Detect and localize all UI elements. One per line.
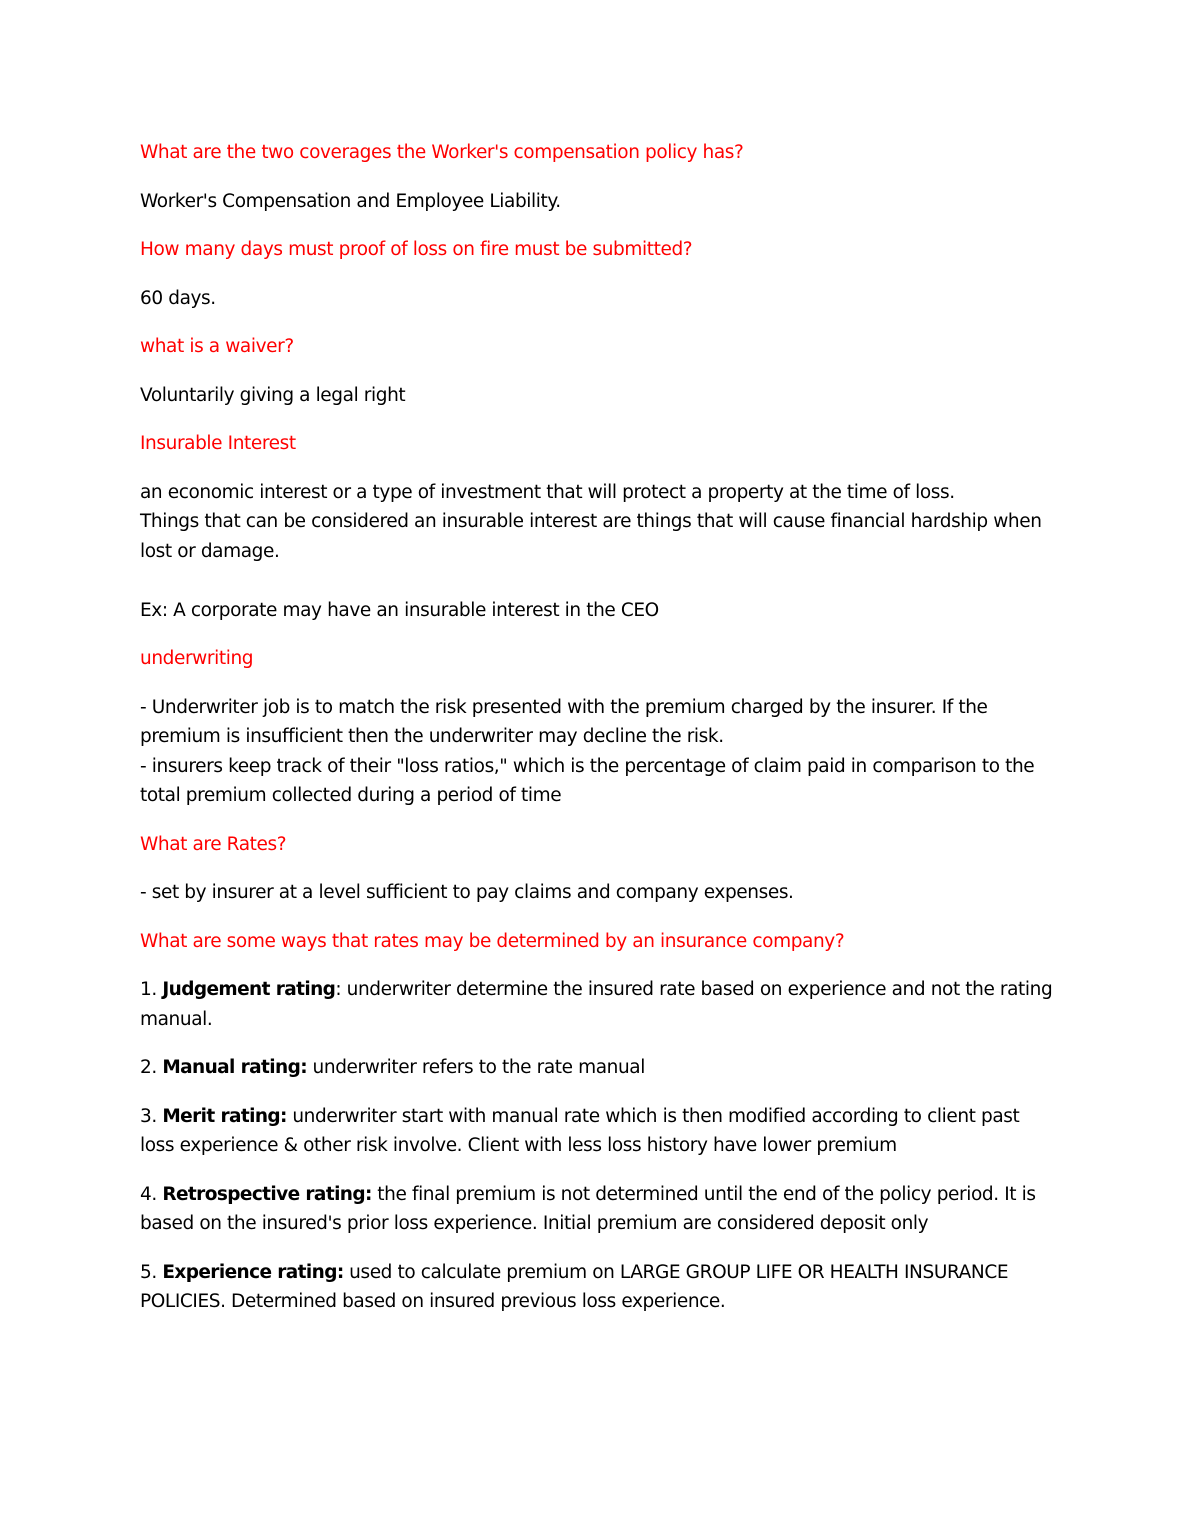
rating-number: 3. xyxy=(140,1105,157,1127)
answer-line: - Underwriter job is to match the risk presented with the premium charged by the insurer. If the premium is insufficient then the underwriter may decline the risk. xyxy=(140,696,988,747)
answer-rates: - set by insurer at a level sufficient to pay claims and company expenses. xyxy=(140,882,794,903)
answer-proof-of-loss: 60 days. xyxy=(140,287,216,309)
rating-number: 5. xyxy=(140,1261,157,1283)
question-workers-comp: What are the two coverages the Worker's compensation policy has? xyxy=(140,142,744,163)
rating-text: : underwriter determine the insured rate based on experience and not the rating manual. xyxy=(140,979,1053,1030)
rating-number: 4. xyxy=(140,1183,157,1205)
question-rates: What are Rates? xyxy=(140,833,287,855)
question-waiver: what is a waiver? xyxy=(140,336,294,357)
rating-number: 1. xyxy=(140,979,157,1000)
blank-line xyxy=(140,566,1055,596)
rating-term: Manual rating: xyxy=(162,1057,308,1078)
rating-term: Retrospective rating: xyxy=(162,1183,372,1205)
rating-item xyxy=(140,1102,1055,1161)
question-underwriting: underwriting xyxy=(140,648,254,669)
rating-term: Judgement rating xyxy=(162,979,336,1000)
rating-text: used to calculate premium on LARGE GROUP LIFE OR HEALTH INSURANCE POLICIES. Determined based on insured previous loss experience. xyxy=(140,1261,1009,1312)
question-proof-of-loss: How many days must proof of loss on fire must be submitted? xyxy=(140,239,693,260)
rating-text: underwriter refers to the rate manual xyxy=(307,1057,645,1078)
answer-line: - insurers keep track of their "loss ratios," which is the percentage of claim paid in comparison to the total premium collected during a period of time xyxy=(140,755,1035,806)
answer-line: Ex: A corporate may have an insurable interest in the CEO xyxy=(140,599,659,621)
rating-item xyxy=(140,1180,1055,1239)
rating-term: Experience rating: xyxy=(162,1261,344,1283)
rating-text: the final premium is not determined until the end of the policy period. It is based on the insured's prior loss experience. Initial premium are considered deposit only xyxy=(140,1183,1036,1234)
rating-text: underwriter start with manual rate which is then modified according to client past loss experience & other risk involve. Client with less loss history have lower premium xyxy=(140,1105,1020,1156)
question-rating-methods: What are some ways that rates may be determined by an insurance company? xyxy=(140,930,845,952)
question-insurable-interest: Insurable Interest xyxy=(140,433,296,454)
rating-item xyxy=(140,1053,1055,1083)
rating-item xyxy=(140,975,1055,1034)
answer-underwriting xyxy=(140,693,1055,811)
answer-insurable-interest xyxy=(140,478,1055,626)
answer-waiver: Voluntarily giving a legal right xyxy=(140,384,406,406)
answer-line: an economic interest or a type of investment that will protect a property at the time of loss. xyxy=(140,481,955,503)
answer-workers-comp: Worker's Compensation and Employee Liability. xyxy=(140,190,561,212)
rating-number: 2. xyxy=(140,1057,157,1078)
answer-line: Things that can be considered an insurable interest are things that will cause financial hardship when lost or damage. xyxy=(140,511,1042,562)
rating-item xyxy=(140,1258,1055,1317)
rating-term: Merit rating: xyxy=(162,1105,287,1127)
document-page xyxy=(140,138,1055,1336)
